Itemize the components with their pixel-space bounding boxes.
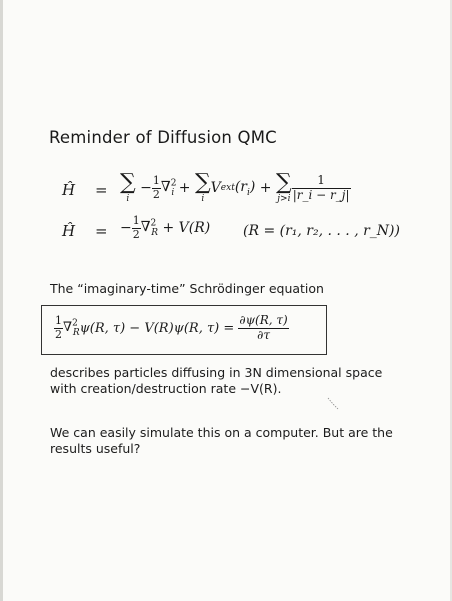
- configuration-definition: (R = (r₁, r₂, . . . , r_N)): [243, 223, 400, 239]
- intro-text: The “imaginary-time” Schrödinger equation: [50, 281, 324, 296]
- description-line-1: describes particles diffusing in 3N dimensional space: [50, 365, 383, 380]
- scan-artifact-mark: [327, 397, 339, 411]
- hamiltonian-compact-equals: =: [95, 222, 108, 240]
- closing-line-1: We can easily simulate this on a computer. But are the: [50, 425, 393, 440]
- half-fraction-2: $\frac{1}{2}$: [132, 214, 140, 241]
- imaginary-time-schrodinger-equation: $\frac{1}{2}$ ∇$^2_R$ψ(R, τ) − V(R)ψ(R, τ) = $\frac{\partial\psi(R, \tau)}{\partial\tau}$: [55, 313, 288, 342]
- page-left-edge: [0, 0, 3, 601]
- half-fraction: $\frac{1}{2}$: [152, 173, 160, 201]
- slide-title: Reminder of Diffusion QMC: [49, 128, 277, 147]
- coulomb-fraction: $\frac{1}{|r\_i - r\_j|}$: [292, 172, 350, 202]
- hamiltonian-lhs: Ĥ: [62, 181, 76, 199]
- box-rhs-fraction: $\frac{\partial\psi(R, \tau)}{\partial\tau}$: [239, 313, 288, 342]
- closing-line-2: results useful?: [50, 441, 141, 456]
- sum-i-operator: ∑ i: [120, 170, 136, 204]
- description-line-2: with creation/destruction rate −V(R).: [50, 381, 282, 396]
- box-half-fraction: $\frac{1}{2}$: [55, 314, 62, 341]
- hamiltonian-compact-lhs: Ĥ: [62, 222, 76, 240]
- hamiltonian-compact-rhs: − $\frac{1}{2}$ ∇$^2_R$ + V(R): [120, 214, 211, 241]
- sum-j-gt-i-operator: ∑ j>i: [275, 170, 292, 204]
- sum-i-operator-2: ∑ i: [194, 170, 211, 204]
- hamiltonian-equals: =: [95, 181, 108, 199]
- hamiltonian-rhs: ∑ i − $\frac{1}{2}$ ∇$^2_i$ + ∑ i $Vext(r_i)$ + ∑ j>i $\frac{1}{|r\_i - r\_j|}$: [120, 170, 350, 204]
